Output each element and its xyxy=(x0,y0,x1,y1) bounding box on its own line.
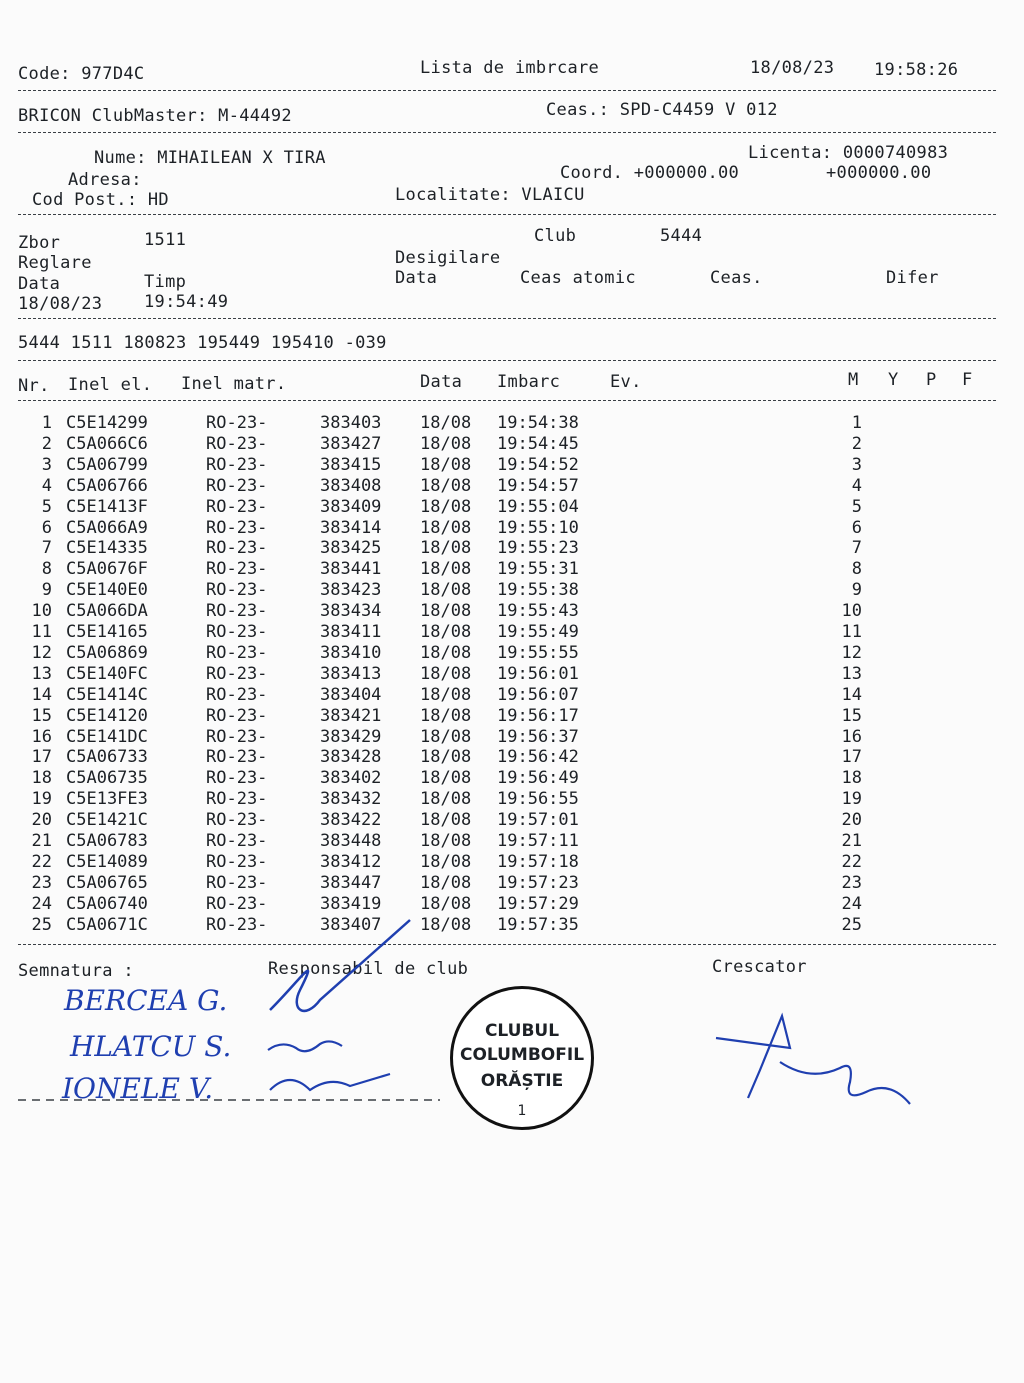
flight-number: 1511 xyxy=(144,230,187,250)
cell-date: 18/08 xyxy=(420,872,472,893)
cell-time: 19:55:31 xyxy=(497,559,579,580)
handwritten-name: IONELE V. xyxy=(62,1072,214,1105)
cell-m: 8 xyxy=(851,559,862,580)
cell-date: 18/08 xyxy=(420,726,472,747)
desigilare-data-label: Data xyxy=(395,268,438,288)
cell-ring-number: 383441 xyxy=(320,559,382,580)
col-m: M xyxy=(848,370,859,390)
cell-date: 18/08 xyxy=(420,768,472,789)
stamp-line: CLUBUL xyxy=(484,1021,560,1041)
cell-nr: 13 xyxy=(31,663,52,684)
col-inel-matr: Inel matr. xyxy=(181,374,287,394)
cell-ring-number: 383413 xyxy=(320,663,382,684)
cell-ring-number: 383412 xyxy=(320,851,382,872)
cell-inel-el: C5E1421C xyxy=(66,810,148,831)
cell-m: 16 xyxy=(841,726,862,747)
signature-label: Semnatura : xyxy=(18,961,134,981)
cell-inel-el: C5E141DC xyxy=(66,726,148,747)
cell-inel-el: C5A066A9 xyxy=(66,517,148,538)
stamp-line: ORĂȘTIE xyxy=(480,1071,564,1091)
cell-ring-prefix: RO-23- xyxy=(206,705,268,726)
cell-inel-el: C5E140E0 xyxy=(66,580,148,601)
cell-ring-number: 383447 xyxy=(320,872,382,893)
summary-line: 5444 1511 180823 195449 195410 -039 xyxy=(18,333,387,353)
cell-m: 10 xyxy=(841,601,862,622)
cell-inel-el: C5A06766 xyxy=(66,475,148,496)
cell-date: 18/08 xyxy=(420,642,472,663)
desigilare-label: Desigilare xyxy=(395,248,501,268)
cell-date: 18/08 xyxy=(420,413,472,433)
cell-ring-number: 383415 xyxy=(320,454,382,475)
col-nr: Nr. xyxy=(18,376,50,396)
reglare-label: Reglare xyxy=(18,253,92,273)
cell-m: 21 xyxy=(841,831,862,851)
cell-date: 18/08 xyxy=(420,517,472,538)
cell-ring-number: 383432 xyxy=(320,789,382,810)
cell-ring-prefix: RO-23- xyxy=(206,475,268,496)
cell-nr: 5 xyxy=(41,496,52,517)
cell-date: 18/08 xyxy=(420,663,472,684)
cell-nr: 22 xyxy=(31,851,52,872)
cell-m: 3 xyxy=(851,454,862,475)
cell-m: 11 xyxy=(841,622,862,642)
cell-nr: 20 xyxy=(31,810,52,831)
cell-ring-number: 383425 xyxy=(320,538,382,559)
cell-ring-prefix: RO-23- xyxy=(206,433,268,454)
reglare-date: 18/08/23 xyxy=(18,294,103,314)
responsible-signature xyxy=(270,920,410,1011)
cell-inel-el: C5A06735 xyxy=(66,768,148,789)
cell-inel-el: C5E14335 xyxy=(66,538,148,559)
cell-date: 18/08 xyxy=(420,601,472,622)
flight-label: Zbor xyxy=(18,233,61,253)
fancier-name: Nume: MIHAILEAN X TIRA xyxy=(94,148,326,168)
cell-ring-number: 383407 xyxy=(320,914,382,935)
cell-ring-prefix: RO-23- xyxy=(206,789,268,810)
cell-m: 4 xyxy=(851,475,862,496)
cell-ring-prefix: RO-23- xyxy=(206,413,268,433)
cell-inel-el: C5E14299 xyxy=(66,413,148,433)
cell-m: 2 xyxy=(851,433,862,454)
cell-time: 19:55:43 xyxy=(497,601,579,622)
cell-nr: 7 xyxy=(41,538,52,559)
cell-ring-prefix: RO-23- xyxy=(206,810,268,831)
cell-ring-prefix: RO-23- xyxy=(206,559,268,580)
cell-inel-el: C5E14165 xyxy=(66,622,148,642)
cell-nr: 25 xyxy=(31,914,52,935)
atomic-clock-label: Ceas atomic xyxy=(520,268,636,288)
cell-ring-prefix: RO-23- xyxy=(206,622,268,642)
print-time: 19:58:26 xyxy=(874,60,959,80)
cell-time: 19:55:49 xyxy=(497,622,579,642)
cell-inel-el: C5A0671C xyxy=(66,914,148,935)
cell-inel-el: C5E1413F xyxy=(66,496,148,517)
locality: Localitate: VLAICU xyxy=(395,185,585,205)
cell-m: 17 xyxy=(841,747,862,768)
cell-inel-el: C5A066DA xyxy=(66,601,148,622)
cell-nr: 23 xyxy=(31,872,52,893)
cell-date: 18/08 xyxy=(420,475,472,496)
code-label: Code: 977D4C xyxy=(18,64,145,84)
clubmaster-id: BRICON ClubMaster: M-44492 xyxy=(18,106,292,126)
col-f: F xyxy=(962,370,973,390)
cell-inel-el: C5A066C6 xyxy=(66,433,148,454)
cell-date: 18/08 xyxy=(420,851,472,872)
club-responsible-label: Responsabil de club xyxy=(268,959,469,979)
cell-nr: 15 xyxy=(31,705,52,726)
cell-time: 19:55:38 xyxy=(497,580,579,601)
cell-ring-number: 383409 xyxy=(320,496,382,517)
cell-nr: 6 xyxy=(41,517,52,538)
cell-date: 18/08 xyxy=(420,433,472,454)
cell-m: 7 xyxy=(851,538,862,559)
cell-inel-el: C5A06765 xyxy=(66,872,148,893)
cell-time: 19:55:10 xyxy=(497,517,579,538)
cell-ring-prefix: RO-23- xyxy=(206,454,268,475)
cell-ring-prefix: RO-23- xyxy=(206,851,268,872)
cell-date: 18/08 xyxy=(420,580,472,601)
cell-time: 19:55:55 xyxy=(497,642,579,663)
cell-date: 18/08 xyxy=(420,684,472,705)
license-number: Licenta: 0000740983 xyxy=(748,143,949,163)
cell-ring-number: 383429 xyxy=(320,726,382,747)
cell-ring-number: 383408 xyxy=(320,475,382,496)
cell-ring-prefix: RO-23- xyxy=(206,601,268,622)
cell-ring-number: 383403 xyxy=(320,413,382,433)
cell-ring-prefix: RO-23- xyxy=(206,663,268,684)
cell-inel-el: C5A0676F xyxy=(66,559,148,580)
cell-inel-el: C5A06740 xyxy=(66,893,148,914)
cell-m: 1 xyxy=(851,413,862,433)
stamp-line: COLUMBOFIL xyxy=(459,1045,585,1065)
cell-date: 18/08 xyxy=(420,705,472,726)
address-label: Adresa: xyxy=(68,170,142,190)
cell-date: 18/08 xyxy=(420,559,472,580)
club-number: 5444 xyxy=(660,226,703,246)
cell-nr: 4 xyxy=(41,475,52,496)
cell-time: 19:54:45 xyxy=(497,433,579,454)
cell-time: 19:57:18 xyxy=(497,851,579,872)
postal-code: Cod Post.: HD xyxy=(32,190,169,210)
cell-time: 19:54:57 xyxy=(497,475,579,496)
cell-nr: 11 xyxy=(31,622,52,642)
cell-ring-number: 383404 xyxy=(320,684,382,705)
cell-m: 23 xyxy=(841,872,862,893)
cell-ring-number: 383422 xyxy=(320,810,382,831)
cell-nr: 2 xyxy=(41,433,52,454)
cell-ring-prefix: RO-23- xyxy=(206,517,268,538)
col-data: Data xyxy=(420,372,463,392)
cell-date: 18/08 xyxy=(420,810,472,831)
print-date: 18/08/23 xyxy=(750,58,835,78)
cell-time: 19:56:37 xyxy=(497,726,579,747)
cell-nr: 10 xyxy=(31,601,52,622)
breeder-label: Crescator xyxy=(712,957,807,977)
cell-time: 19:57:23 xyxy=(497,872,579,893)
cell-inel-el: C5E14120 xyxy=(66,705,148,726)
cell-m: 14 xyxy=(841,684,862,705)
cell-inel-el: C5A06799 xyxy=(66,454,148,475)
cell-nr: 1 xyxy=(41,413,52,433)
cell-time: 19:56:55 xyxy=(497,789,579,810)
club-label: Club xyxy=(534,226,577,246)
reglare-time: 19:54:49 xyxy=(144,292,229,312)
cell-nr: 9 xyxy=(41,580,52,601)
cell-ring-prefix: RO-23- xyxy=(206,914,268,935)
cell-ring-prefix: RO-23- xyxy=(206,580,268,601)
cell-time: 19:54:52 xyxy=(497,454,579,475)
cell-m: 24 xyxy=(841,893,862,914)
cell-ring-number: 383411 xyxy=(320,622,382,642)
cell-ring-number: 383414 xyxy=(320,517,382,538)
cell-time: 19:57:01 xyxy=(497,810,579,831)
cell-m: 18 xyxy=(841,768,862,789)
cell-nr: 12 xyxy=(31,642,52,663)
col-p: P xyxy=(926,370,937,390)
cell-ring-prefix: RO-23- xyxy=(206,747,268,768)
cell-nr: 17 xyxy=(31,747,52,768)
cell-nr: 16 xyxy=(31,726,52,747)
cell-inel-el: C5E1414C xyxy=(66,684,148,705)
cell-inel-el: C5A06783 xyxy=(66,831,148,851)
cell-ring-prefix: RO-23- xyxy=(206,726,268,747)
coordinates-2: +000000.00 xyxy=(826,163,932,183)
cell-ring-number: 383434 xyxy=(320,601,382,622)
cell-m: 12 xyxy=(841,642,862,663)
cell-date: 18/08 xyxy=(420,747,472,768)
cell-time: 19:54:38 xyxy=(497,413,579,433)
cell-nr: 8 xyxy=(41,559,52,580)
cell-ring-number: 383402 xyxy=(320,768,382,789)
handwritten-name: BERCEA G. xyxy=(64,984,228,1017)
cell-date: 18/08 xyxy=(420,914,472,935)
cell-date: 18/08 xyxy=(420,893,472,914)
cell-ring-number: 383423 xyxy=(320,580,382,601)
document-title: Lista de imbrcare xyxy=(420,58,600,78)
cell-m: 6 xyxy=(851,517,862,538)
cell-ring-number: 383427 xyxy=(320,433,382,454)
cell-inel-el: C5A06869 xyxy=(66,642,148,663)
cell-m: 20 xyxy=(841,810,862,831)
cell-nr: 21 xyxy=(31,831,52,851)
cell-date: 18/08 xyxy=(420,831,472,851)
col-y: Y xyxy=(888,370,899,390)
cell-ring-prefix: RO-23- xyxy=(206,538,268,559)
coordinates: Coord. +000000.00 xyxy=(560,163,740,183)
cell-m: 9 xyxy=(851,580,862,601)
cell-time: 19:56:49 xyxy=(497,768,579,789)
cell-inel-el: C5A06733 xyxy=(66,747,148,768)
cell-date: 18/08 xyxy=(420,496,472,517)
breeder-signature xyxy=(716,1016,790,1098)
cell-date: 18/08 xyxy=(420,789,472,810)
handwritten-name: HLATCU S. xyxy=(70,1030,232,1063)
cell-nr: 19 xyxy=(31,789,52,810)
cell-m: 19 xyxy=(841,789,862,810)
cell-time: 19:55:23 xyxy=(497,538,579,559)
cell-m: 22 xyxy=(841,851,862,872)
cell-time: 19:57:29 xyxy=(497,893,579,914)
cell-ring-prefix: RO-23- xyxy=(206,642,268,663)
cell-m: 15 xyxy=(841,705,862,726)
cell-nr: 14 xyxy=(31,684,52,705)
cell-nr: 18 xyxy=(31,768,52,789)
cell-ring-prefix: RO-23- xyxy=(206,768,268,789)
stamp-number: 1 xyxy=(517,1103,527,1119)
timp-label: Timp xyxy=(144,272,187,292)
cell-ring-number: 383419 xyxy=(320,893,382,914)
cell-inel-el: C5E13FE3 xyxy=(66,789,148,810)
cell-ring-prefix: RO-23- xyxy=(206,684,268,705)
cell-inel-el: C5E140FC xyxy=(66,663,148,684)
cell-ring-number: 383448 xyxy=(320,831,382,851)
cell-ring-number: 383421 xyxy=(320,705,382,726)
cell-ring-prefix: RO-23- xyxy=(206,872,268,893)
clock-id: Ceas.: SPD-C4459 V 012 xyxy=(546,100,778,120)
cell-time: 19:55:04 xyxy=(497,496,579,517)
cell-m: 5 xyxy=(851,496,862,517)
cell-m: 13 xyxy=(841,663,862,684)
cell-nr: 24 xyxy=(31,893,52,914)
difference-label: Difer xyxy=(886,268,939,288)
cell-date: 18/08 xyxy=(420,454,472,475)
cell-inel-el: C5E14089 xyxy=(66,851,148,872)
data-label: Data xyxy=(18,274,61,294)
cell-m: 25 xyxy=(841,914,862,935)
cell-date: 18/08 xyxy=(420,622,472,642)
cell-time: 19:56:17 xyxy=(497,705,579,726)
clock-label: Ceas. xyxy=(710,268,763,288)
cell-time: 19:56:01 xyxy=(497,663,579,684)
club-stamp xyxy=(450,986,594,1130)
cell-ring-number: 383428 xyxy=(320,747,382,768)
cell-ring-prefix: RO-23- xyxy=(206,831,268,851)
cell-time: 19:56:07 xyxy=(497,684,579,705)
cell-ring-prefix: RO-23- xyxy=(206,496,268,517)
cell-time: 19:57:11 xyxy=(497,831,579,851)
cell-ring-number: 383410 xyxy=(320,642,382,663)
col-imbarc: Imbarc xyxy=(497,372,561,392)
cell-ring-prefix: RO-23- xyxy=(206,893,268,914)
col-inel-el: Inel el. xyxy=(68,375,153,395)
cell-date: 18/08 xyxy=(420,538,472,559)
col-ev: Ev. xyxy=(610,372,642,392)
cell-nr: 3 xyxy=(41,454,52,475)
cell-time: 19:57:35 xyxy=(497,914,579,935)
cell-time: 19:56:42 xyxy=(497,747,579,768)
